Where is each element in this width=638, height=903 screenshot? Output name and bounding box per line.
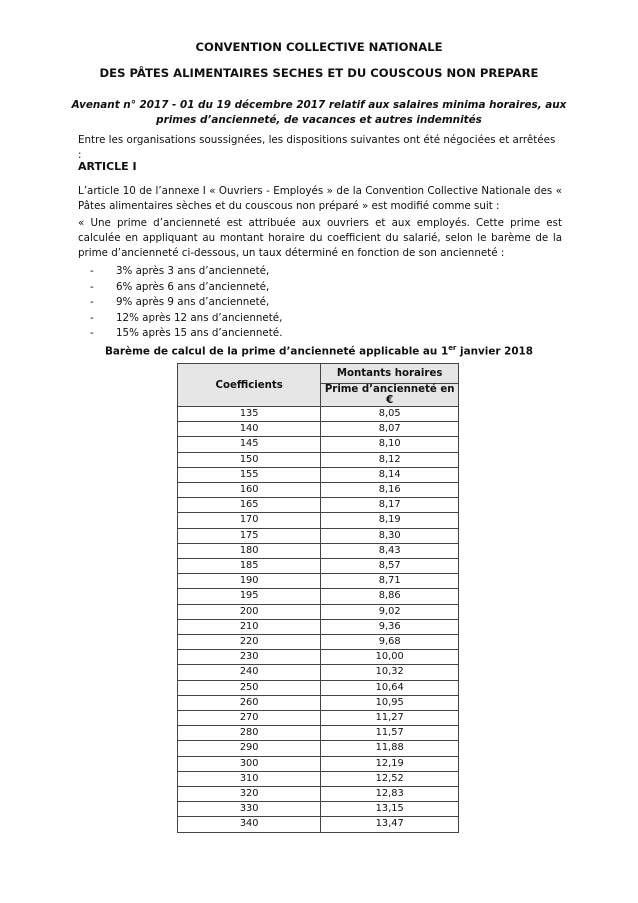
list-marker: - xyxy=(90,280,94,293)
table-title-date: janvier 2018 xyxy=(456,345,534,358)
anciennete-list xyxy=(90,264,282,342)
avenant-line-2: primes d’ancienneté, de vacances et autres indemnités xyxy=(156,114,482,126)
table-row xyxy=(178,407,459,422)
coefficient-cell: 185 xyxy=(178,559,321,574)
article-paragraph-2: « Une prime d’ancienneté est attribuée aux ouvriers et aux employés. Cette prime est calculée en appliquant au montant horaire du coefficient du salarié, selon le barème de la prime d’ancienneté ci-dessous, un taux déterminé en fonction de son ancienneté : xyxy=(78,217,562,259)
montant-cell: 10,32 xyxy=(321,665,459,680)
list-item xyxy=(90,311,282,327)
table-title xyxy=(0,344,638,357)
montant-cell: 12,52 xyxy=(321,771,459,786)
list-marker: - xyxy=(90,327,94,339)
list-item xyxy=(90,326,282,342)
table-row xyxy=(178,817,459,832)
table-row xyxy=(178,498,459,513)
montant-cell: 10,64 xyxy=(321,680,459,695)
coefficient-cell: 220 xyxy=(178,635,321,650)
table-row xyxy=(178,467,459,482)
table-row xyxy=(178,589,459,604)
table-row xyxy=(178,771,459,786)
table-row xyxy=(178,604,459,619)
table-row xyxy=(178,422,459,437)
coefficient-cell: 330 xyxy=(178,802,321,817)
list-item xyxy=(90,295,282,311)
coefficient-cell: 270 xyxy=(178,711,321,726)
list-item-text: 12% après 12 ans d’ancienneté, xyxy=(116,311,283,324)
coefficient-cell: 170 xyxy=(178,513,321,528)
list-item-text: 9% après 9 ans d’ancienneté, xyxy=(116,296,270,308)
bareme-table xyxy=(177,363,459,833)
table-row xyxy=(178,635,459,650)
table-row xyxy=(178,543,459,558)
montant-cell: 8,14 xyxy=(321,467,459,482)
coefficient-cell: 290 xyxy=(178,741,321,756)
coefficient-cell: 340 xyxy=(178,817,321,832)
coefficient-cell: 135 xyxy=(178,407,321,422)
montant-cell: 12,83 xyxy=(321,787,459,802)
coefficient-cell: 200 xyxy=(178,604,321,619)
list-marker: - xyxy=(90,265,94,277)
coefficient-cell: 300 xyxy=(178,756,321,771)
table-row xyxy=(178,680,459,695)
table-row xyxy=(178,513,459,528)
montant-cell: 8,43 xyxy=(321,543,459,558)
table-row xyxy=(178,695,459,710)
coefficient-cell: 175 xyxy=(178,528,321,543)
list-item xyxy=(90,264,282,280)
montant-cell: 8,07 xyxy=(321,422,459,437)
table-row xyxy=(178,559,459,574)
coefficient-cell: 260 xyxy=(178,695,321,710)
table-row xyxy=(178,726,459,741)
montant-cell: 10,95 xyxy=(321,695,459,710)
coefficient-cell: 230 xyxy=(178,650,321,665)
table-row xyxy=(178,437,459,452)
montant-cell: 8,17 xyxy=(321,498,459,513)
list-item-text: 3% après 3 ans d’ancienneté, xyxy=(116,265,270,277)
table-row xyxy=(178,574,459,589)
coefficient-cell: 250 xyxy=(178,680,321,695)
article-heading: ARTICLE I xyxy=(78,160,137,173)
montant-cell: 9,02 xyxy=(321,604,459,619)
list-marker: - xyxy=(90,311,94,324)
table-body xyxy=(178,407,459,833)
table-row xyxy=(178,802,459,817)
montant-cell: 11,57 xyxy=(321,726,459,741)
table-row xyxy=(178,483,459,498)
column-header-montants: Montants horaires xyxy=(321,364,459,384)
coefficient-cell: 180 xyxy=(178,543,321,558)
list-item-text: 15% après 15 ans d’ancienneté. xyxy=(116,327,283,339)
montant-cell: 9,68 xyxy=(321,635,459,650)
table-row xyxy=(178,619,459,634)
coefficient-cell: 195 xyxy=(178,589,321,604)
montant-cell: 10,00 xyxy=(321,650,459,665)
montant-cell: 9,36 xyxy=(321,619,459,634)
montant-cell: 8,16 xyxy=(321,483,459,498)
column-header-coefficients: Coefficients xyxy=(178,364,321,407)
coefficient-cell: 160 xyxy=(178,483,321,498)
table-row xyxy=(178,650,459,665)
list-item xyxy=(90,280,282,296)
article-paragraph-1: L’article 10 de l’annexe I « Ouvriers - Employés » de la Convention Collective Nationale des « Pâtes alimentaires sèches et du couscous non préparé » est modifié comme suit : xyxy=(78,185,562,212)
list-item-text: 6% après 6 ans d’ancienneté, xyxy=(116,280,270,293)
coefficient-cell: 150 xyxy=(178,452,321,467)
coefficient-cell: 145 xyxy=(178,437,321,452)
table-row xyxy=(178,711,459,726)
montant-cell: 8,30 xyxy=(321,528,459,543)
document-title: CONVENTION COLLECTIVE NATIONALE xyxy=(195,40,443,54)
avenant-line-1: Avenant n° 2017 - 01 du 19 décembre 2017 relatif aux salaires minima horaires, aux xyxy=(71,99,567,111)
montant-cell: 8,19 xyxy=(321,513,459,528)
montant-cell: 11,88 xyxy=(321,741,459,756)
coefficient-cell: 320 xyxy=(178,787,321,802)
coefficient-cell: 280 xyxy=(178,726,321,741)
coefficient-cell: 210 xyxy=(178,619,321,634)
avenant-heading xyxy=(60,98,578,128)
montant-cell: 8,10 xyxy=(321,437,459,452)
montant-cell: 8,12 xyxy=(321,452,459,467)
montant-cell: 11,27 xyxy=(321,711,459,726)
table-title-superscript: er xyxy=(448,344,457,352)
column-header-prime: Prime d’ancienneté en € xyxy=(321,384,459,407)
table-title-text: Barème de calcul de la prime d’ancienneté applicable au 1 xyxy=(104,345,449,358)
table-row xyxy=(178,665,459,680)
list-marker: - xyxy=(90,296,94,308)
montant-cell: 8,86 xyxy=(321,589,459,604)
montant-cell: 8,71 xyxy=(321,574,459,589)
table-row xyxy=(178,741,459,756)
coefficient-cell: 190 xyxy=(178,574,321,589)
montant-cell: 13,47 xyxy=(321,817,459,832)
coefficient-cell: 240 xyxy=(178,665,321,680)
coefficient-cell: 155 xyxy=(178,467,321,482)
table-row xyxy=(178,787,459,802)
coefficient-cell: 140 xyxy=(178,422,321,437)
table-row xyxy=(178,756,459,771)
montant-cell: 12,19 xyxy=(321,756,459,771)
montant-cell: 8,05 xyxy=(321,407,459,422)
coefficient-cell: 310 xyxy=(178,771,321,786)
intro-paragraph: Entre les organisations soussignées, les dispositions suivantes ont été négociées et arrêtées : xyxy=(78,134,556,161)
table-row xyxy=(178,452,459,467)
coefficient-cell: 165 xyxy=(178,498,321,513)
montant-cell: 13,15 xyxy=(321,802,459,817)
document-subtitle: DES PÂTES ALIMENTAIRES SECHES ET DU COUSCOUS NON PREPARE xyxy=(99,66,539,80)
montant-cell: 8,57 xyxy=(321,559,459,574)
table-row xyxy=(178,528,459,543)
